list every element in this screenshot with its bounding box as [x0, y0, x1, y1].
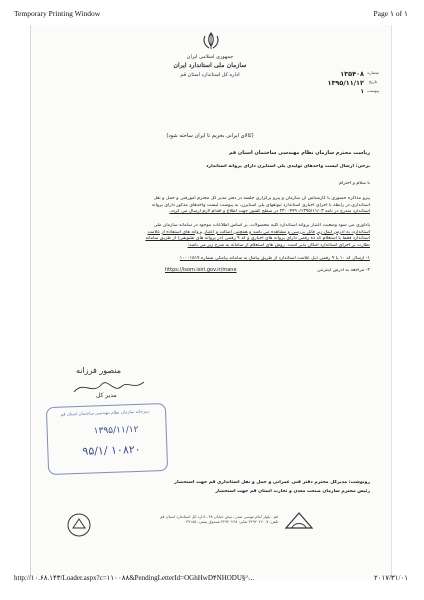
footer-address-line: تلفن: ۷-۳۲۹۲۰۲۶۰ نمابر: ۳۲۹۲۰۲۶۸ صندوق پستی: ۳۷۱۸۵ — [186, 519, 278, 525]
list-item: ۱- ارسال کد ۱۰ یا ۹ رقمی ذیل علامت استاندارد از طریق پیامک به سامانه پیامکی شماره ۱۰۰۰۱۵۱۷ — [179, 256, 370, 261]
window-title: Temporary Printing Window — [14, 9, 101, 18]
paragraph-2 — [58, 223, 370, 249]
standard-portal-link[interactable]: https://isom.isiri.gov.ir/mane — [165, 267, 237, 273]
paragraph-2-line: نظارت بر اجرای استاندارد امکان پذیر است. روش های استعلام از سامانه به شرح زیر می باشد: — [187, 242, 370, 248]
meta-label-attachment: پیوست — [366, 88, 380, 93]
signatory-title: مدیر کل — [96, 392, 117, 399]
meta-labels — [365, 68, 381, 95]
cc-line: رونوشت: مدیرکل محترم دفتر فنی عمرانی و حمل و نقل استانداری قم جهت استحضار — [174, 480, 370, 485]
receipt-stamp — [46, 403, 168, 475]
footer-date: ۲۰۱۷/۳۱/۰۱ — [374, 574, 408, 582]
stamp-number: ۹۵/۱/ ۱۰۸۲۰ — [82, 442, 141, 458]
subject: برخی: ارسال لیست واحدهای تولیدی پلی استایرن دارای پروانه استاندارد — [206, 164, 370, 169]
paragraph-2-line: یادآوری می شود وضعیت اعتبار پروانه استاندارد کلیه محصولات، بر اساس اطلاعات موجود در سامانه سازمان ملی — [153, 223, 370, 228]
page-indicator: Page ۱ of ۱ — [373, 9, 408, 18]
paragraph-2-line: استاندارد فقط با استعلام کد ده رقمی دارای پروانه های اجباری و کد ۹ رقمی (در پروانه های تشویقی) از طریق سامانه — [145, 236, 370, 242]
slogan: (کالای ایرانی بخریم تا ایران ساخته شود) — [166, 133, 254, 139]
list-item: ۲- مراجعه به آدرس اینترنتی — [316, 268, 370, 273]
letter-sheet — [30, 25, 392, 580]
letter-attachment: ۱ — [360, 88, 364, 95]
republic-name: جمهوری اسلامی ایران — [186, 54, 234, 60]
stamp-organization: دبیرخانه سازمان نظام مهندسی ساختمان استان قم — [60, 408, 150, 417]
paragraph-1-line: پیرو مذاکره حضوری با کارشناس آن سازمان و پیرو برگزاری جلسه در دفتر مدیر کل محترم امورفنی و حمل و نقل — [153, 196, 370, 201]
emblem-icon — [200, 30, 222, 52]
iso-logo-icon — [66, 512, 92, 538]
cc-line: رئیس محترم سازمان صنعت معدن و تجارت استان قم جهت استحضار — [215, 489, 370, 494]
paragraph-2-line: استاندارد، به آدرس لینک زیر قابل بررسی و مشاهده می باشد و همچنین اصالت و اعتبار پروانه های استفاده از علامت — [147, 229, 370, 235]
paragraph-1-line: استاندارد مندرج در نامه ۲۳۰۰۴۹۹۰/۱۳۹۵/۱۱/۰۳ در سطح کشور جهت اطلاع و اقدام لازم ارسال می گردد. — [169, 209, 370, 215]
office-name: اداره کل استاندارد استان قم — [180, 72, 240, 78]
signatory-name: منصور فرزانه — [76, 366, 122, 375]
organization-name: سازمان ملی استاندارد ایران — [173, 62, 247, 69]
greeting: با سلام و احترام — [339, 181, 370, 186]
paragraph-1-line: استانداری در رابطه با اجرای اجباری استاندارد تیونقهای پلی استایرن، به پیوست لیست واحدهای مذکور دارای پروانه — [151, 202, 370, 208]
paragraph-1 — [58, 196, 370, 216]
standard-mark-icon — [284, 510, 314, 532]
meta-label-number: شماره — [367, 70, 379, 75]
footer-address-line: قم ـ بلوار امام موسی صدر ـ نبش خیابان ۳۸ ـ اداره کل استاندارد استان قم — [160, 514, 278, 519]
stamp-date: ۱۳۹۵/۱۱/۱۲ — [93, 424, 139, 437]
recipient: ریاست محترم سازمان نظام مهندسی ساختمان استان قم — [229, 150, 370, 156]
footer-url: http://۱۰.۶۸.۱۴۳/Loader.aspx?c=۱۱۰۰۸۸&PendingLetterId=OGhHwD۴NHODU§^... — [14, 574, 254, 582]
letter-date: ۱۳۹۵/۱۱/۱۲ — [327, 79, 364, 87]
letter-number: ۱۳۵۴۰۸ — [340, 70, 364, 78]
meta-label-date: تاریخ — [368, 79, 378, 84]
footer-address — [96, 514, 278, 524]
